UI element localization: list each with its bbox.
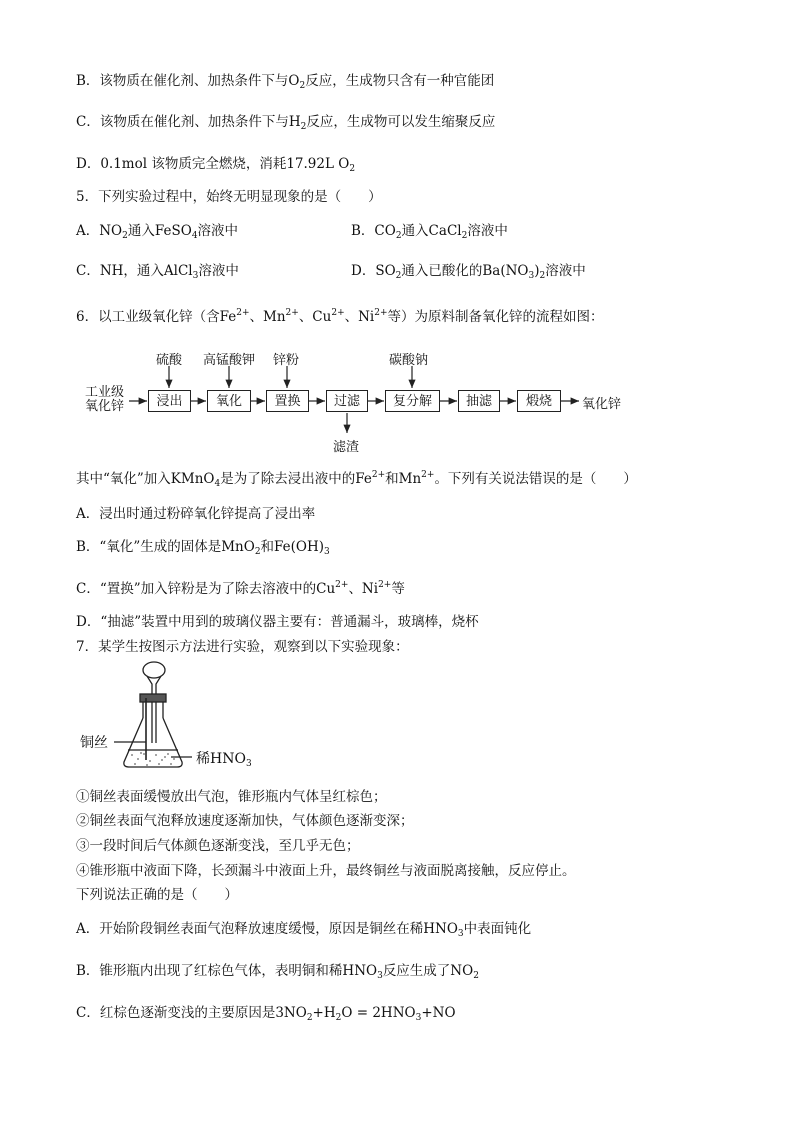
- q7-option-a: A．开始阶段铜丝表面气泡释放速度缓慢，原因是铜丝在稀$HNO_3$中表面钝化: [76, 921, 532, 939]
- flow-input: 工业级 氧化锌: [85, 385, 125, 414]
- q6-stem: 6．以工业级氧化锌（含$Fe^{2+}$、$Mn^{2+}$、$Cu^{2+}$、$Ni^{2+}$等）为原料制备氧化锌的流程如图：: [76, 308, 604, 325]
- q5-option-d: D．$SO_2$通入已酸化的$Ba(NO_3)_2$溶液中: [351, 263, 586, 281]
- flow-step-oxidize: 氧化: [207, 390, 251, 412]
- q6-option-d: D．“抽滤”装置中用到的玻璃仪器主要有：普通漏斗，玻璃棒，烧杯: [76, 614, 479, 630]
- label-dilute-nitric-acid: 稀$HNO_3$: [196, 751, 252, 769]
- reagent-kmno4: 高锰酸钾: [203, 353, 256, 368]
- q6-option-b: B．“氧化”生成的固体是MnO$_2$和$Fe(OH)_3$: [76, 539, 330, 557]
- flow-output: 氧化锌: [582, 397, 622, 412]
- q7-observation-3: ③一段时间后气体颜色逐渐变浅，至几乎无色；: [76, 838, 360, 854]
- q6-option-c: C．“置换”加入锌粉是为了除去溶液中的$Cu^{2+}$、$Ni^{2+}$等: [76, 580, 405, 597]
- flow-step-filter: 过滤: [326, 390, 368, 412]
- q7-ask: 下列说法正确的是（ ）: [76, 887, 238, 903]
- q4-option-b: B．该物质在催化剂、加热条件下与$O_2$反应，生成物只含有一种官能团: [76, 73, 495, 91]
- q7-observation-1: ①铜丝表面缓慢放出气泡，锥形瓶内气体呈红棕色；: [76, 789, 387, 805]
- reagent-zinc-powder: 锌粉: [273, 353, 300, 368]
- reagent-sulfuric-acid: 硫酸: [156, 353, 183, 368]
- q5-option-a: A．$NO_2$通入FeSO$_4$溶液中: [76, 223, 239, 241]
- q6-note: 其中“氧化”加入KMnO$_4$是为了除去浸出液中的$Fe^{2+}$和$Mn^{2+}$。下列有关说法错误的是（ ）: [76, 470, 637, 489]
- reagent-sodium-carbonate: 碳酸钠: [389, 353, 429, 368]
- q5-option-c: C．NH，通入AlCl$_3$溶液中: [76, 263, 239, 281]
- q4-option-d: D．0.1mol 该物质完全燃烧，消耗17.92L $O_2$: [76, 156, 356, 174]
- q6-option-a: A．浸出时通过粉碎氧化锌提高了浸出率: [76, 506, 316, 522]
- flow-step-leach: 浸出: [148, 390, 191, 412]
- q7-option-b: B．锥形瓶内出现了红棕色气体，表明铜和稀$HNO_3$反应生成了$NO_2$: [76, 963, 479, 981]
- label-copper-wire: 铜丝: [80, 735, 108, 751]
- flow-step-metathesis: 复分解: [385, 390, 440, 412]
- q7-observation-2: ②铜丝表面气泡释放速度逐渐加快，气体颜色逐渐变深；: [76, 813, 414, 829]
- flow-step-calcine: 煅烧: [517, 390, 561, 412]
- flow-step-replace: 置换: [266, 390, 309, 412]
- flow-step-suction-filter: 抽滤: [458, 390, 500, 412]
- q5-stem: 5．下列实验过程中，始终无明显现象的是（ ）: [76, 189, 382, 205]
- q5-option-b: B．$CO_2$通入CaCl$_2$溶液中: [351, 223, 508, 241]
- flow-residue: 滤渣: [333, 440, 360, 455]
- q7-option-c: C．红棕色逐渐变浅的主要原因是$3NO_2+H_2O = 2HNO_3+NO$: [76, 1005, 456, 1023]
- q7-stem: 7．某学生按图示方法进行实验，观察到以下实验现象：: [76, 639, 409, 655]
- q4-option-c: C．该物质在催化剂、加热条件下与$H_2$反应，生成物可以发生缩聚反应: [76, 114, 496, 132]
- q7-observation-4: ④锥形瓶中液面下降，长颈漏斗中液面上升，最终铜丝与液面脱离接触，反应停止。: [76, 863, 576, 879]
